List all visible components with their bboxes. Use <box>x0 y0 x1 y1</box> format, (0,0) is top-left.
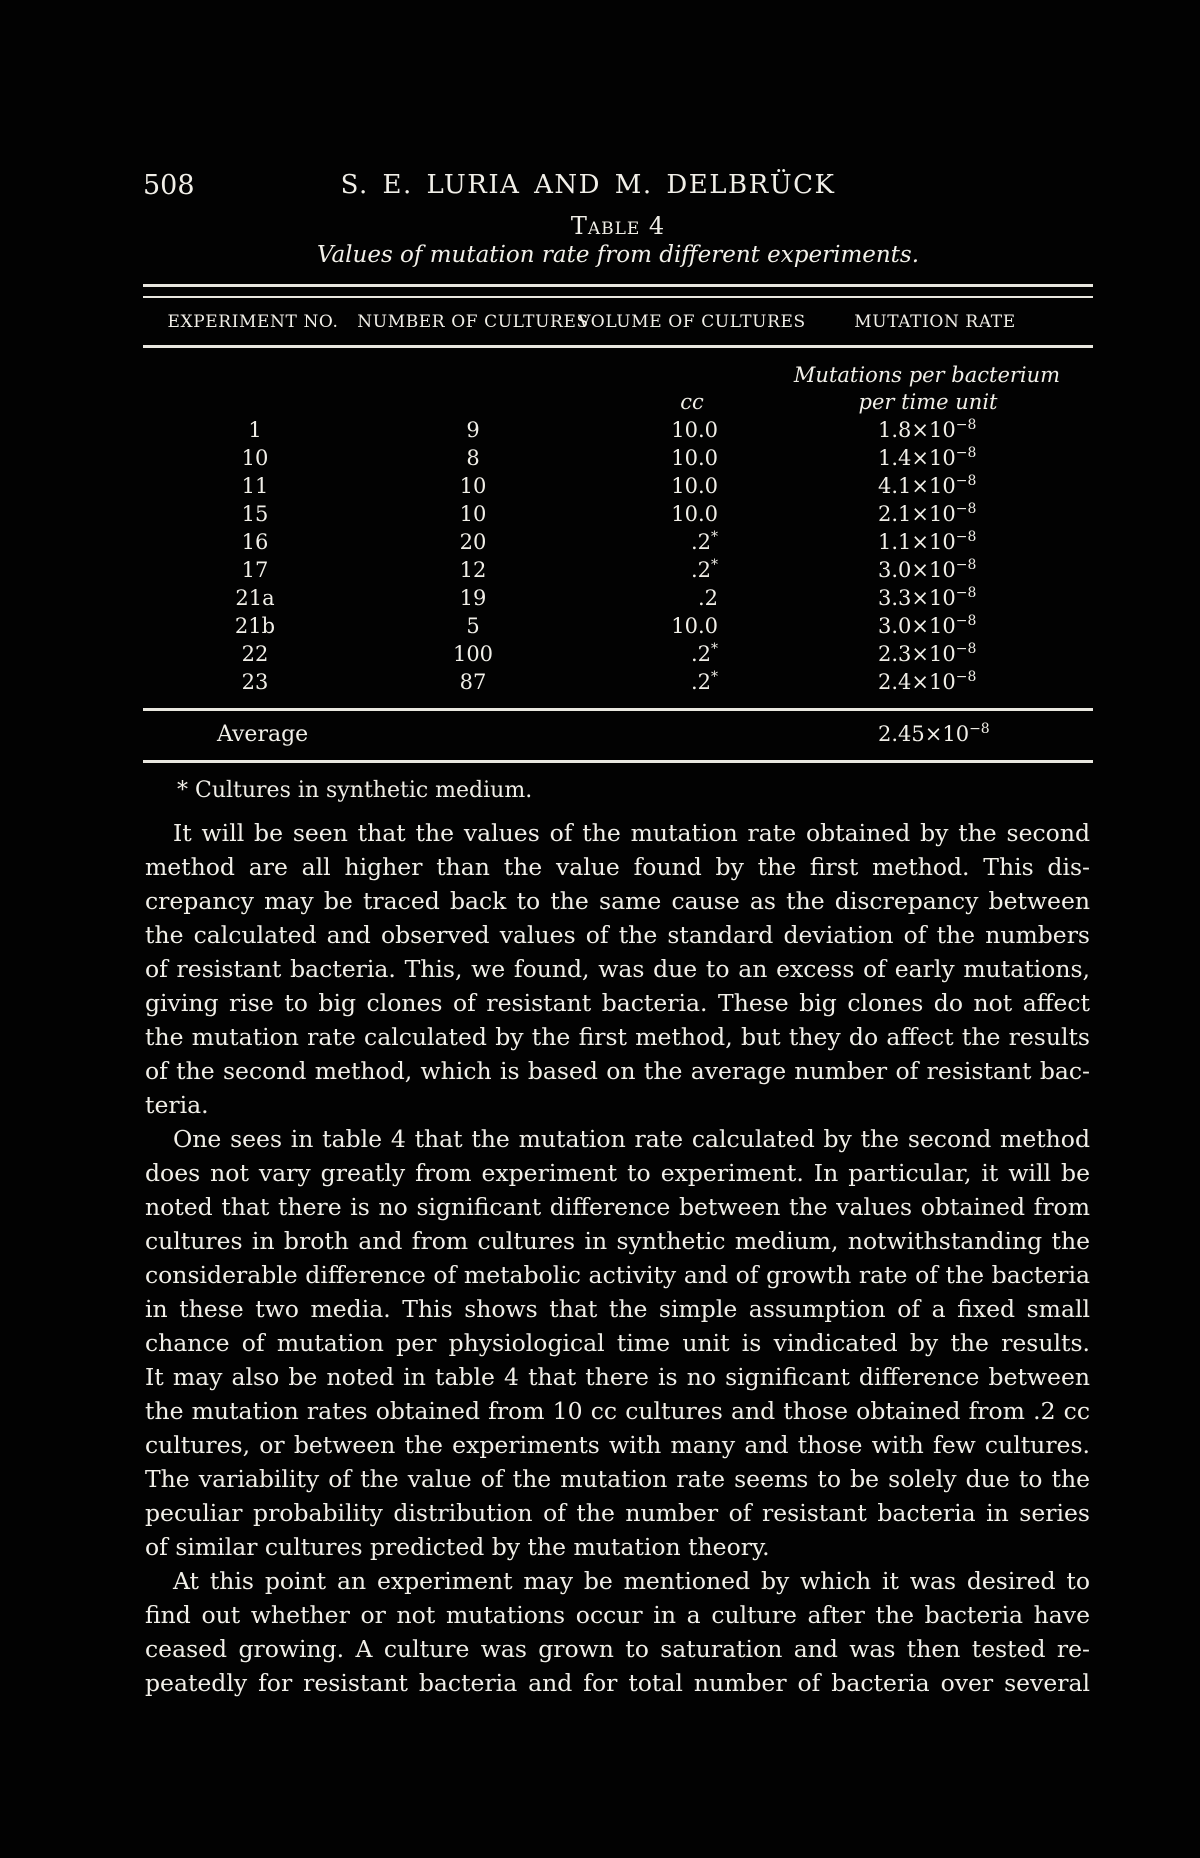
volume-cell: .2 <box>697 586 718 610</box>
mutation-rate-cell: $3.0\times 10^{-8}$ <box>878 613 977 638</box>
body-line: find out whether or not mutations occur in a culture after the bacteria have <box>145 1601 1090 1629</box>
synthetic-medium-asterisk: * <box>711 529 718 545</box>
body-line: of the second method, which is based on the average number of resistant bac- <box>145 1057 1090 1085</box>
number-of-cultures-cell: 100 <box>452 642 494 666</box>
experiment-no-cell: 16 <box>241 530 269 554</box>
table-column-headers <box>143 312 1093 336</box>
mutation-rate-cell: $2.3\times 10^{-8}$ <box>878 641 977 666</box>
rate-exponent: −8 <box>955 501 977 517</box>
number-of-cultures-cell: 87 <box>459 670 487 694</box>
experiment-no-cell: 11 <box>241 474 269 498</box>
running-head <box>143 170 1093 204</box>
rate-exponent: −8 <box>955 529 977 545</box>
synthetic-medium-asterisk: * <box>711 669 718 685</box>
mutation-rate-cell: $3.0\times 10^{-8}$ <box>878 557 977 582</box>
experiment-no-cell: 21a <box>235 586 275 610</box>
volume-cell: 10.0 <box>671 502 718 526</box>
mutation-rate-cell: $4.1\times 10^{-8}$ <box>878 473 977 498</box>
average-value <box>878 722 990 746</box>
table-top-double-rule <box>143 284 1093 298</box>
table-row <box>143 446 1093 474</box>
body-line: the mutation rate calculated by the first method, but they do affect the results <box>145 1023 1090 1051</box>
table-header-rule <box>143 345 1093 348</box>
rate-exponent: −8 <box>955 669 977 685</box>
volume-cell: 10.0 <box>671 446 718 470</box>
rate-exponent: −8 <box>955 585 977 601</box>
running-title: S. E. LURIA AND M. DELBRÜCK <box>340 170 836 200</box>
table-row <box>143 586 1093 614</box>
table-footnote: * Cultures in synthetic medium. <box>177 778 533 803</box>
page-number: 508 <box>143 170 195 201</box>
experiment-no-cell: 17 <box>241 558 269 582</box>
volume-unit-label: cc <box>680 390 704 414</box>
rate-exponent: −8 <box>955 613 977 629</box>
number-of-cultures-cell: 8 <box>466 446 480 470</box>
volume-cell: 10.0 <box>671 474 718 498</box>
number-of-cultures-cell: 9 <box>466 418 480 442</box>
body-line: crepancy may be traced back to the same cause as the discrepancy between <box>145 887 1090 915</box>
body-line: the calculated and observed values of the standard deviation of the numbers <box>145 921 1090 949</box>
body-line: chance of mutation per physiological time unit is vindicated by the results. <box>145 1329 1090 1357</box>
rate-subheader-line2: per time unit <box>858 390 998 414</box>
column-header-volume: VOLUME OF CULTURES <box>578 312 806 332</box>
rule-below-average <box>143 760 1093 763</box>
experiment-no-cell: 21b <box>234 614 276 638</box>
rate-exponent: −8 <box>955 641 977 657</box>
rate-exponent: −8 <box>955 445 977 461</box>
mutation-rate-cell: $2.4\times 10^{-8}$ <box>878 669 977 694</box>
body-line: At this point an experiment may be mentioned by which it was desired to <box>173 1567 1090 1595</box>
table-row <box>143 530 1093 558</box>
experiment-no-cell: 22 <box>241 642 269 666</box>
body-line: in these two media. This shows that the simple assumption of a fixed small <box>145 1295 1090 1323</box>
number-of-cultures-cell: 20 <box>459 530 487 554</box>
body-line: ceased growing. A culture was grown to saturation and was then tested re- <box>145 1635 1090 1663</box>
table-row <box>143 614 1093 642</box>
rule-above-average <box>143 708 1093 711</box>
table-label: Table 4 <box>570 212 666 240</box>
body-line: It will be seen that the values of the mutation rate obtained by the second <box>173 819 1090 847</box>
table-row <box>143 474 1093 502</box>
average-value-main: 2.45×10 <box>878 722 970 746</box>
body-line: of resistant bacteria. This, we found, was due to an excess of early mutations, <box>145 955 1090 983</box>
experiment-no-cell: 10 <box>241 446 269 470</box>
rate-subheader-line1: Mutations per bacterium <box>793 363 1061 387</box>
mutation-rate-cell: $3.3\times 10^{-8}$ <box>878 585 977 610</box>
table-caption: Values of mutation rate from different experiments. <box>316 242 920 268</box>
table-row <box>143 670 1093 698</box>
column-header-cultures: NUMBER OF CULTURES <box>357 312 589 332</box>
column-header-experiment: EXPERIMENT NO. <box>167 312 339 332</box>
experiment-no-cell: 15 <box>241 502 269 526</box>
table-row <box>143 502 1093 530</box>
number-of-cultures-cell: 10 <box>459 474 487 498</box>
synthetic-medium-asterisk: * <box>711 557 718 573</box>
body-line: method are all higher than the value found by the first method. This dis- <box>145 853 1090 881</box>
volume-cell: .2* <box>690 529 718 554</box>
mutation-rate-cell: $1.8\times 10^{-8}$ <box>878 417 977 442</box>
body-line: peatedly for resistant bacteria and for total number of bacteria over several <box>145 1669 1090 1697</box>
body-line: It may also be noted in table 4 that there is no significant difference between <box>145 1363 1090 1391</box>
column-header-rate: MUTATION RATE <box>854 312 1016 332</box>
volume-cell: .2* <box>690 557 718 582</box>
rate-exponent: −8 <box>955 473 977 489</box>
volume-cell: 10.0 <box>671 418 718 442</box>
rate-exponent: −8 <box>955 557 977 573</box>
mutation-rate-cell: $1.4\times 10^{-8}$ <box>878 445 977 470</box>
volume-cell: .2* <box>690 641 718 666</box>
table-row <box>143 558 1093 586</box>
body-line: The variability of the value of the mutation rate seems to be solely due to the <box>145 1465 1090 1493</box>
number-of-cultures-cell: 12 <box>459 558 487 582</box>
table-body <box>143 418 1093 698</box>
number-of-cultures-cell: 5 <box>466 614 480 638</box>
rate-exponent: −8 <box>955 417 977 433</box>
number-of-cultures-cell: 10 <box>459 502 487 526</box>
average-value-exponent: −8 <box>969 721 990 737</box>
body-text <box>145 816 1090 1700</box>
body-line: of similar cultures predicted by the mutation theory. <box>145 1533 770 1561</box>
body-line: does not vary greatly from experiment to experiment. In particular, it will be <box>145 1159 1090 1187</box>
body-line: One sees in table 4 that the mutation rate calculated by the second method <box>173 1125 1090 1153</box>
average-label: Average <box>217 722 309 747</box>
body-line: cultures in broth and from cultures in synthetic medium, notwithstanding the <box>145 1227 1090 1255</box>
table-row <box>143 418 1093 446</box>
synthetic-medium-asterisk: * <box>711 641 718 657</box>
table-row <box>143 642 1093 670</box>
body-line: teria. <box>145 1091 209 1119</box>
body-line: cultures, or between the experiments with many and those with few cultures. <box>145 1431 1090 1459</box>
body-line: the mutation rates obtained from 10 cc cultures and those obtained from .2 cc <box>145 1397 1090 1425</box>
body-line: considerable difference of metabolic activity and of growth rate of the bacteria <box>145 1261 1090 1289</box>
number-of-cultures-cell: 19 <box>459 586 487 610</box>
body-line: peculiar probability distribution of the number of resistant bacteria in series <box>145 1499 1090 1527</box>
volume-cell: .2* <box>690 669 718 694</box>
volume-cell: 10.0 <box>671 614 718 638</box>
body-line: giving rise to big clones of resistant bacteria. These big clones do not affect <box>145 989 1090 1017</box>
mutation-rate-cell: $1.1\times 10^{-8}$ <box>878 529 977 554</box>
body-line: noted that there is no significant difference between the values obtained from <box>145 1193 1090 1221</box>
experiment-no-cell: 1 <box>248 418 262 442</box>
experiment-no-cell: 23 <box>241 670 269 694</box>
average-row <box>143 722 1093 752</box>
mutation-rate-cell: $2.1\times 10^{-8}$ <box>878 501 977 526</box>
